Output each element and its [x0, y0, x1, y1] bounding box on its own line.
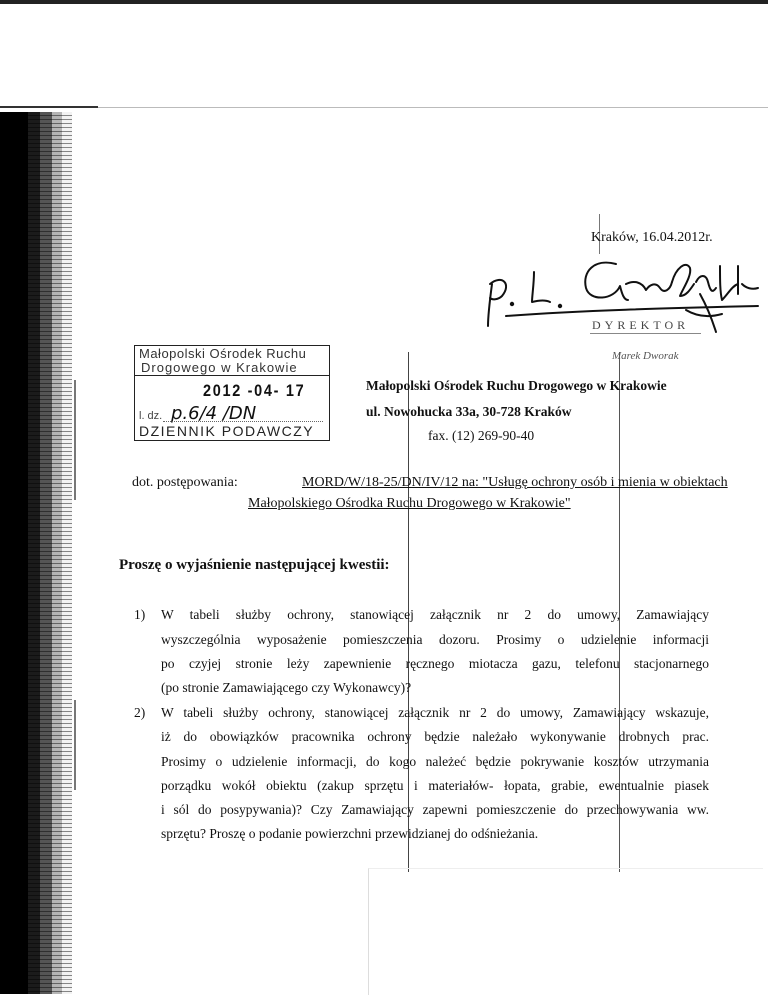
- scan-streak: [74, 700, 76, 790]
- director-name: Marek Dworak: [612, 350, 679, 362]
- item-line: W tabeli służby ochrony, stanowiącej załącznik nr 2 do umowy, Zamawiający wskazuje,: [161, 705, 709, 720]
- scan-binding-shadow: [0, 112, 72, 994]
- addressee-name: Małopolski Ośrodek Ruchu Drogowego w Krakowie: [366, 378, 667, 393]
- request-heading: Proszę o wyjaśnienie następującej kwestii:: [119, 557, 390, 573]
- stamp-institution-line2: Drogowego w Krakowie: [141, 360, 298, 375]
- stamp-dotted-line: [163, 421, 323, 422]
- stamp-divider: [135, 375, 329, 376]
- reference-line-1: MORD/W/18-25/DN/IV/12 na: "Usługę ochrony osób i mienia w obiektach: [302, 475, 728, 490]
- stamp-ldz-label: l. dz.: [139, 410, 163, 422]
- stamp-ldz-value: p.6/4 /DN: [171, 403, 257, 424]
- stamp-institution-line1: Małopolski Ośrodek Ruchu: [139, 346, 307, 361]
- scan-separator-light: [98, 107, 768, 108]
- item-line: W tabeli służby ochrony, stanowiącej załącznik nr 2 do umowy, Zamawiający: [161, 607, 709, 622]
- item-line: porządku wokół obiektu (zakup sprzętu i materiałów- łopata, grabie, ewentualnie piasek: [161, 778, 709, 793]
- item-line: (po stronie Zamawiającego czy Wykonawcy)?: [161, 680, 412, 695]
- faint-scan-rect: [368, 868, 763, 995]
- item-number: 2): [134, 705, 146, 720]
- addressee-street: ul. Nowohucka 33a, 30-728 Kraków: [366, 404, 572, 419]
- stamp-date: 2012 -04- 17: [203, 381, 306, 400]
- item-number: 1): [134, 607, 146, 622]
- reference-label: dot. postępowania:: [132, 475, 238, 490]
- item-line: wyszczególnia wyposażenie pomieszczenia dozoru. Prosimy o udzielenie informacji: [161, 632, 709, 647]
- item-line: Prosimy o udzielenie informacji, do kogo należeć będzie pokrywanie kosztów utrzymania: [161, 754, 709, 769]
- scan-streak: [74, 380, 76, 500]
- scan-separator: [0, 106, 98, 108]
- reference-line-2: Małopolskiego Ośrodka Ruchu Drogowego w Krakowie": [248, 496, 571, 511]
- item-line: i sól do posypywania)? Czy Zamawiający zapewni pomieszczenie do przechowywania ww.: [161, 802, 709, 817]
- item-line: iż do obowiązków pracownika ochrony będzie należało wykonywanie drobnych prac.: [161, 729, 709, 744]
- item-line: sprzętu? Proszę o podanie powierzchni przewidzianej do odśnieżania.: [161, 826, 539, 841]
- addressee-fax: fax. (12) 269-90-40: [428, 428, 535, 443]
- stamp-footer: DZIENNIK PODAWCZY: [139, 423, 315, 439]
- place-date: Kraków, 16.04.2012r.: [591, 230, 713, 245]
- item-line: po czyjej stronie leży zapewnienie ręcznego miotacza gazu, telefonu stacjonarnego: [161, 656, 709, 671]
- scan-top-edge: [0, 0, 768, 4]
- director-title-stamp: DYREKTOR: [590, 318, 701, 334]
- signature-text: p.L. Gwołdziński: [476, 244, 483, 245]
- registry-stamp: [134, 345, 330, 441]
